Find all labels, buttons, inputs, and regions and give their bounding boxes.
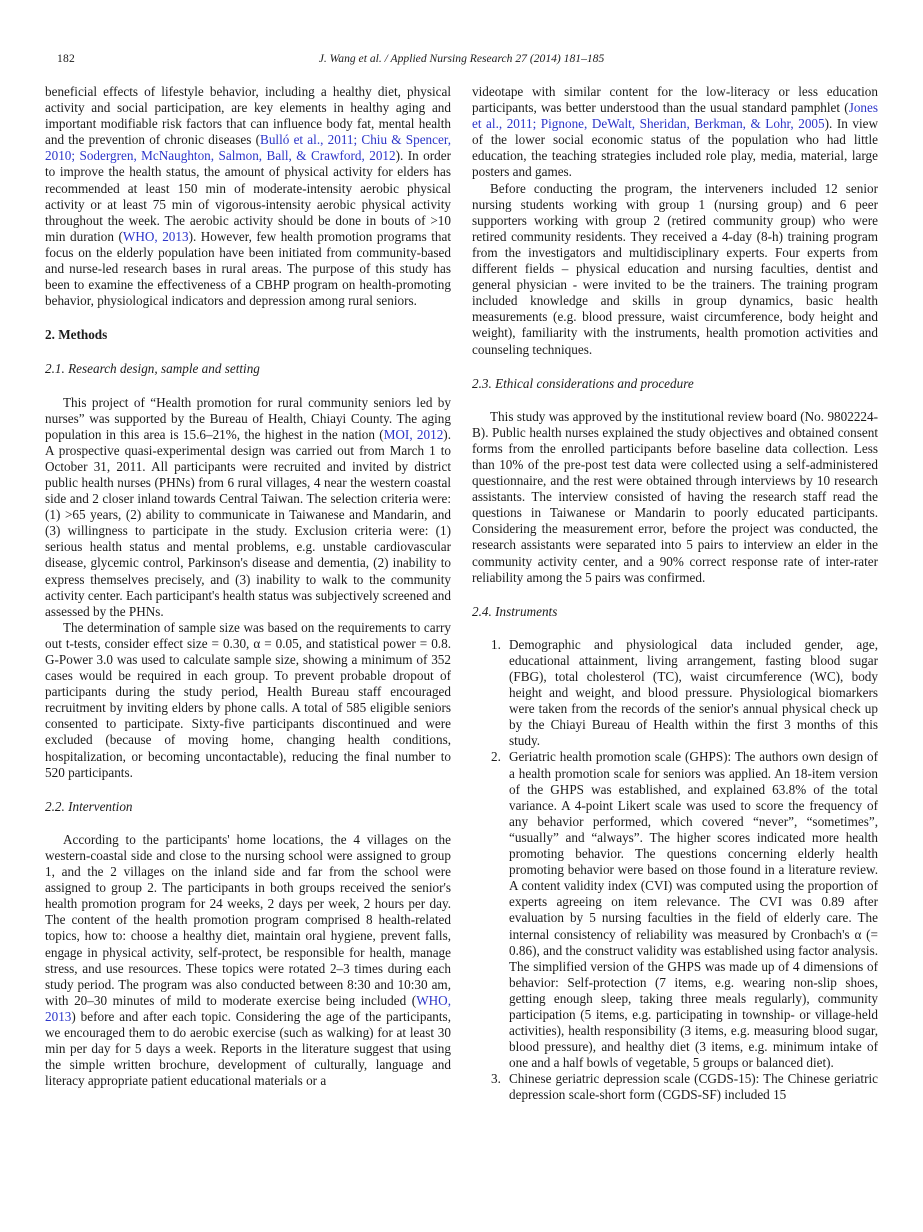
section-heading: 2. Methods	[45, 327, 108, 343]
body-paragraph: This study was approved by the institutional review board (No. 9802224-B). Public health nurses explained the study objectives and obtained consent forms from the enrolled participants before baseline data collection. Less than 10% of the pre-post test data were collected using a self-administered questionnaire, and the rest were obtained through interviews by 10 research assistants. The interview consisted of having the research staff read the questions in Taiwanese or Mandarin to poorly educated participants. Considering the measurement error, before the project was conducted, the research assistants were separated into 5 pairs to interview an elder in the community activity center, and a 90% correct response rate of inter-rater reliability among the 5 pairs was confirmed.	[472, 408, 878, 585]
body-paragraph: According to the participants' home locations, the 4 villages on the western-coastal side and close to the nursing school were assigned to group 1, and the 2 villages on the inland side and far from the school were assigned to group 2. The participants in both groups received the senior's health promotion program for 24 weeks, 2 days per week, 2 hours per day. The content of the health promotion program comprised 8 health-related topics, how to: choose a healthy diet, maintain oral hygiene, prevent falls, engage in physical activity, self-protect, be responsible for health, manage stress, and use resources. These topics were rotated 2–3 times during each study period. The program was also conducted between 8:30 and 10:30 am, with 20–30 minutes of mild to moderate exercise being included (WHO, 2013) before and after each topic. Considering the age of the participants, we encouraged them to do aerobic exercise (such as walking) for at least 30 min per day for 5 days a week. Reports in the literature suggest that using the simple written brochure, development of culturally, language and literacy appropriate patient educational materials or a	[45, 831, 451, 1089]
body-paragraph: The determination of sample size was based on the requirements to carry out t-tests, consider effect size = 0.30, α = 0.05, and statistical power = 0.8. G-Power 3.0 was used to calculate sample size, showing a minimum of 352 cases would be required in each group. To prevent probable dropout of participants during the study period, Health Bureau staff encouraged recruitment by inviting elders by phone calls. A total of 585 eligible seniors consented to participate. Sixty-five participants discontinued and were excluded (because of moving home, changing health conditions, hospitalization, or becoming uncontactable), reducing the final number to 520 participants.	[45, 619, 451, 780]
citation-link[interactable]: Jones et al., 2011; Pignone, DeWalt, Sheridan, Berkman, & Lohr, 2005	[472, 100, 878, 132]
body-paragraph: videotape with similar content for the low-literacy or less education participants, was better understood than the usual standard pamphlet (Jones et al., 2011; Pignone, DeWalt, Sheridan, Berkman, & Lohr, 2005). In view of the lower social economic status of the population who had little education, the teaching strategies included role play, media, material, large posters and games.	[472, 84, 879, 180]
citation-link[interactable]: Bulló et al., 2011; Chiu & Spencer, 2010; Sodergren, McNaughton, Salmon, Ball, & Crawford, 2012	[45, 132, 452, 164]
body-paragraph: beneficial effects of lifestyle behavior, including a healthy diet, physical activity and social participation, are key elements in healthy aging and important modifiable risk factors that can influence body fat, mental health and the prevention of chronic diseases (Bulló et al., 2011; Chiu & Spencer, 2010; Sodergren, McNaughton, Salmon, Ball, & Crawford, 2012). In order to improve the health status, the amount of physical activity for elders has recommended at least 150 min of moderate-intensity aerobic physical activity or at least 75 min of vigorous-intensity aerobic physical activity throughout the week. The aerobic activity should be done in bouts of >10 min duration (WHO, 2013). However, few health promotion programs that focus on the elderly population have been initiated from community-based and nurse-led research bases in rural areas. The purpose of this study has been to examine the effectiveness of a CBHP program on health-promoting behavior, physiological indicators and depression among rural seniors.	[45, 84, 452, 309]
article-body	[45, 84, 878, 1104]
page-header	[45, 52, 878, 70]
subsection-heading: 2.3. Ethical considerations and procedure	[472, 375, 694, 391]
citation-link[interactable]: WHO, 2013	[45, 992, 451, 1024]
citation-link[interactable]: MOI, 2012	[383, 426, 444, 442]
subsection-heading: 2.2. Intervention	[45, 798, 133, 814]
list-item-number: 2.	[491, 749, 501, 765]
list-item: 1. Demographic and physiological data included gender, age, educational attainment, living arrangement, fasting blood sugar (FBG), total cholesterol (TC), waist circumference (WC), body height and weight, and blood pressure. Physiological biomarkers were taken from the records of the senior's annual physical check up by the Chiayi Bureau of Health within the first 3 months of this study.	[491, 636, 878, 749]
list-item: 2. Geriatric health promotion scale (GHPS): The authors own design of a health promotion scale for seniors was applied. An 18-item version of the GHPS was established, and explained 63.8% of the total variance. A 4-point Likert scale was used to score the frequency of any behavior performed, which covered “never”, “sometimes”, “usually” and “always”. The higher scores indicated more health promoting behavior. The questions concerning elderly health promoting behavior were based on those found in a literature review. A content validity index (CVI) was computed using the proportion of experts agreeing on item relevance. The CVI was 0.89 after evaluation by 5 nursing faculties in the field of elderly care. The internal consistency of reliability was measured by Cronbach's α (= 0.86), and the construct validity was established using factor analysis. The simplified version of the GHPS was made up of 4 dimensions of behavior: Self-protection (7 items, e.g. wearing non-slip shoes, getting enough sleep, taking three meals regularly), community participation (5 items, e.g. participating in township- or village-held activities), health responsibility (3 items, e.g. measuring blood sugar, blood pressure), and healthy diet (3 items, e.g. minimum intake of one and a half bowls of vegetable, 5 groups or balanced diet).	[491, 749, 878, 1071]
running-title: J. Wang et al. / Applied Nursing Research 27 (2014) 181–185	[318, 52, 605, 65]
page-number: 182	[57, 52, 75, 65]
subsection-heading: 2.1. Research design, sample and setting	[45, 361, 260, 377]
body-paragraph: This project of “Health promotion for rural community seniors led by nurses” was supported by the Bureau of Health, Chiayi County. The aging population in this area is 15.6–21%, the highest in the nation (MOI, 2012). A prospective quasi-experimental design was carried out from March 1 to October 31, 2011. All participants were recruited and invited by district public health nurses (PHNs) from 6 rural villages, 4 near the western coastal side and 2 closer inland towards Central Taiwan. The selection criteria were: (1) >65 years, (2) ability to communicate in Taiwanese and Mandarin, and (3) willingness to participate in the study. Exclusion criteria were: (1) serious health status and mental problems, e.g. unstable cardiovascular disease, glycemic control, Parkinson's disease and dementia, (2) inability to express themselves precisely, and (3) inability to walk to the community activity center. Each participant's health status was subjectively screened and assessed by the PHNs.	[45, 394, 451, 619]
subsection-heading: 2.4. Instruments	[472, 603, 558, 619]
numbered-list	[472, 637, 878, 1104]
body-paragraph: Before conducting the program, the interveners included 12 senior nursing students working with group 1 (nursing group) and 6 peer supporters working with group 2 (retired community group) who were retired community residents. They received a 4-day (8-h) training program from the investigators and multidisciplinary experts. Four experts from different fields – physical education and nursing faculties, dentist and general physician - were invited to be the trainers. The training program included knowledge and skills in group dynamics, basic health measurements (e.g. blood pressure, waist circumference, body height and weight), familiarity with the instruments, health promotion activities and counseling techniques.	[472, 180, 878, 357]
list-item: 3. Chinese geriatric depression scale (CGDS-15): The Chinese geriatric depression scale-short form (CGDS-SF) included 15	[491, 1071, 878, 1103]
list-item-number: 1.	[491, 636, 501, 652]
list-item-number: 3.	[491, 1071, 501, 1087]
left-column	[45, 84, 451, 1104]
right-column	[472, 84, 878, 1104]
citation-link[interactable]: WHO, 2013	[122, 228, 189, 244]
